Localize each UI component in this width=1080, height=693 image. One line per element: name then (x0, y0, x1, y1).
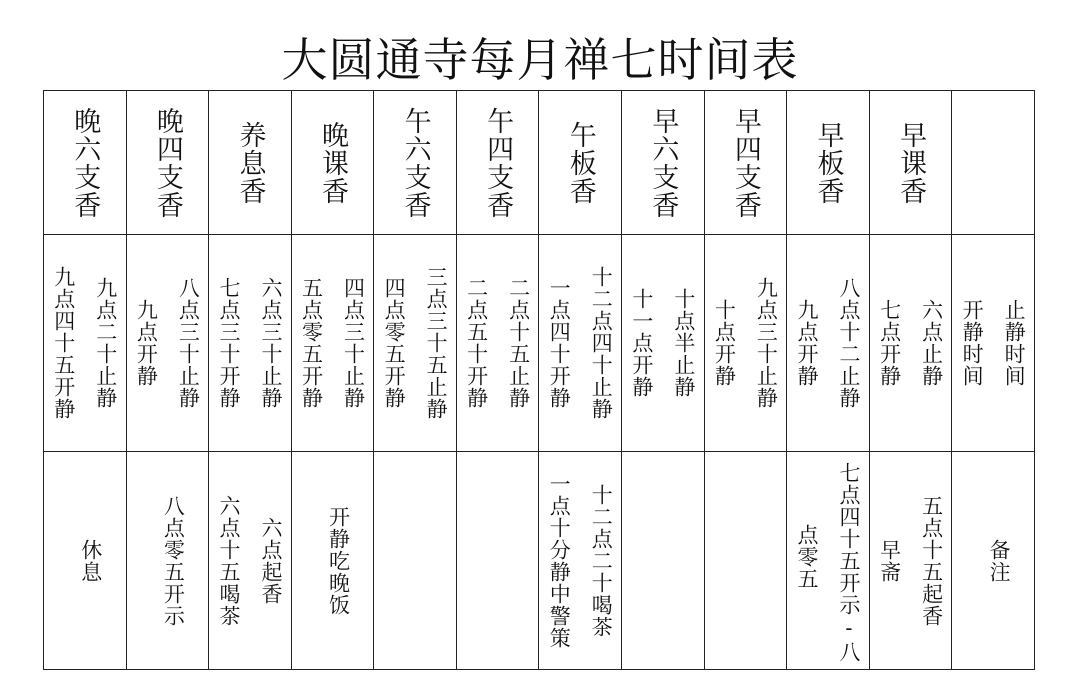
notes-label: 备注 (987, 538, 1012, 583)
header-label: 午板香 (564, 120, 596, 205)
time-cell (126, 235, 209, 452)
note-text: 点零五 (794, 524, 819, 590)
header-row (44, 91, 1035, 235)
header-label: 晚六支香 (69, 106, 101, 219)
note-cell (44, 452, 127, 670)
header-cell (126, 91, 209, 235)
start-time: 一点四十开静 (547, 277, 572, 409)
time-cell (622, 235, 705, 452)
start-time: 七点三十开静 (216, 277, 241, 409)
note-text: 开静吃晚饭 (326, 505, 351, 616)
time-label-cell (952, 235, 1035, 452)
header-cell (869, 91, 952, 235)
note-text: 七点四十五开示-八 (836, 462, 861, 663)
start-time: 五点零五开静 (299, 277, 324, 409)
note-text: 五点十五起香 (919, 494, 944, 627)
note-text: 六点十五喝茶 (216, 494, 241, 627)
header-label: 早六支香 (647, 106, 679, 219)
stop-time: 四点三十止静 (341, 277, 366, 409)
time-cell (291, 235, 374, 452)
note-cell (126, 452, 209, 670)
stop-time: 六点止静 (919, 299, 944, 387)
page-title: 大圆通寺每月禅七时间表 (281, 33, 799, 87)
note-text: 八点零五开示 (161, 494, 186, 627)
start-time: 十一点开静 (629, 288, 654, 398)
header-label: 早板香 (812, 120, 844, 205)
time-cell (539, 235, 622, 452)
note-cell (787, 452, 870, 670)
time-cell (44, 235, 127, 452)
stop-time: 十点半止静 (671, 288, 696, 398)
note-cell (456, 452, 539, 670)
time-cell (456, 235, 539, 452)
stop-time: 八点十二止静 (836, 277, 861, 409)
time-cell (787, 235, 870, 452)
stop-time: 三点三十五止静 (424, 266, 449, 420)
start-time: 二点五十开静 (464, 277, 489, 409)
time-cell (374, 235, 457, 452)
header-label: 午六支香 (399, 106, 431, 219)
note-text: 一点十分静中警策 (547, 472, 572, 649)
header-cell (622, 91, 705, 235)
start-time: 四点零五开静 (382, 277, 407, 409)
header-label: 养息香 (234, 120, 266, 205)
header-cell (374, 91, 457, 235)
stop-time: 十二点四十止静 (589, 266, 614, 420)
header-label: 早课香 (895, 120, 927, 205)
start-time-label: 开静时间 (960, 299, 985, 387)
start-time: 七点开静 (877, 299, 902, 387)
header-cell (787, 91, 870, 235)
note-text: 六点起香 (258, 516, 283, 605)
header-cell (539, 91, 622, 235)
header-label: 晚课香 (317, 120, 349, 205)
note-label-cell (952, 452, 1035, 670)
header-cell (456, 91, 539, 235)
note-text: 十二点二十喝茶 (589, 483, 614, 638)
note-cell (291, 452, 374, 670)
header-label: 早四支香 (729, 106, 761, 219)
note-cell (539, 452, 622, 670)
header-cell-blank (952, 91, 1035, 235)
stop-time: 九点三十止静 (754, 277, 779, 409)
note-cell (374, 452, 457, 670)
note-text: 休息 (78, 538, 103, 583)
header-cell (704, 91, 787, 235)
note-text: 早斋 (877, 538, 902, 583)
start-time: 九点开静 (134, 299, 159, 387)
stop-time: 八点三十止静 (176, 277, 201, 409)
note-cell (704, 452, 787, 670)
time-cell (704, 235, 787, 452)
time-cell (869, 235, 952, 452)
header-cell (291, 91, 374, 235)
header-cell (209, 91, 292, 235)
stop-time: 六点三十止静 (258, 277, 283, 409)
note-cell (622, 452, 705, 670)
time-cell (209, 235, 292, 452)
header-cell (44, 91, 127, 235)
note-cell (209, 452, 292, 670)
header-label: 晚四支香 (151, 106, 183, 219)
note-cell (869, 452, 952, 670)
start-time: 十点开静 (712, 299, 737, 387)
stop-time-label: 止静时间 (1002, 299, 1027, 387)
header-label: 午四支香 (482, 106, 514, 219)
schedule-table (43, 90, 1035, 670)
start-time: 九点开静 (794, 299, 819, 387)
stop-time: 九点二十止静 (93, 277, 118, 409)
notes-row (44, 452, 1035, 670)
start-time: 九点四十五开静 (51, 266, 76, 420)
stop-time: 二点十五止静 (506, 277, 531, 409)
time-row (44, 235, 1035, 452)
